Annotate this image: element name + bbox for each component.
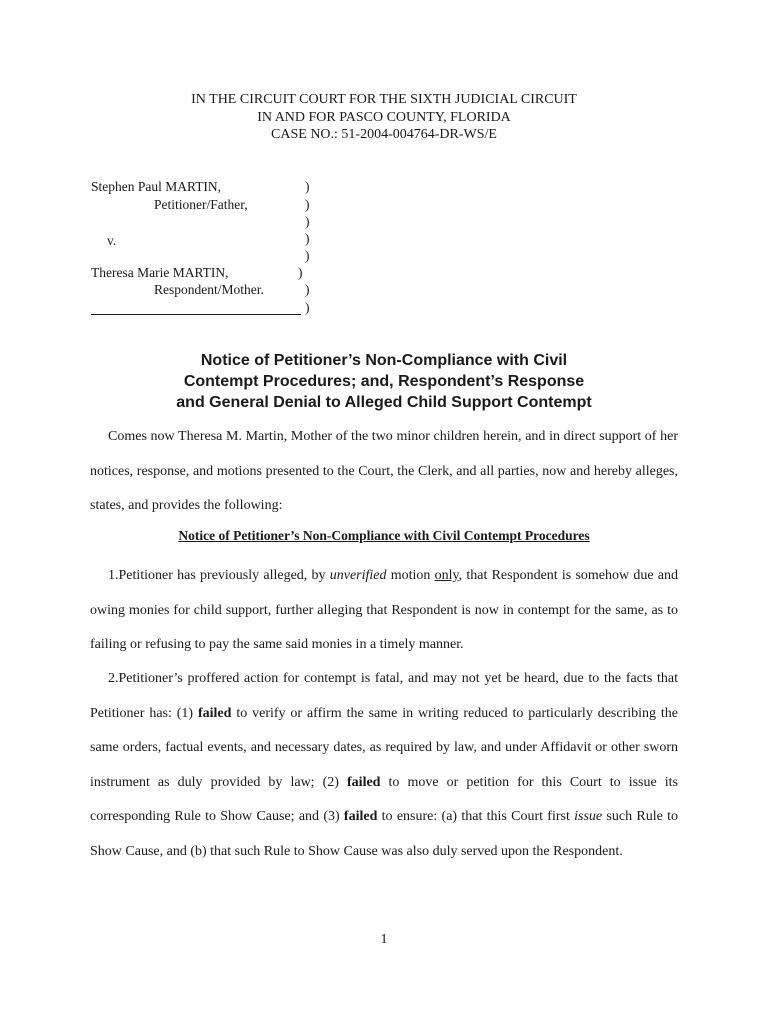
caption-paren: ) bbox=[305, 282, 310, 297]
emphasis-failed: failed bbox=[197, 705, 232, 721]
emphasis-only: only bbox=[434, 568, 459, 583]
court-header bbox=[0, 91, 768, 144]
caption-rule bbox=[91, 314, 301, 315]
petitioner-role: Petitioner/Father, bbox=[154, 197, 248, 212]
paragraph-2-text: to ensure: (a) that this Court first bbox=[377, 809, 575, 824]
versus: v. bbox=[107, 233, 117, 248]
title-line-2: Contempt Procedures; and, Respondent’s Response bbox=[183, 373, 585, 390]
caption-paren: ) bbox=[305, 179, 310, 194]
respondent-role: Respondent/Mother. bbox=[154, 282, 264, 297]
document-title bbox=[0, 350, 768, 413]
emphasis-failed: failed bbox=[347, 774, 381, 790]
section-heading: Notice of Petitioner’s Non-Compliance with Civil Contempt Procedures bbox=[178, 528, 590, 543]
court-line-2: IN AND FOR PASCO COUNTY, FLORIDA bbox=[257, 109, 511, 125]
paragraph-1-text: 1.Petitioner has previously alleged, by bbox=[108, 568, 330, 583]
emphasis-failed: failed bbox=[343, 809, 378, 824]
caption-paren: ) bbox=[298, 265, 303, 280]
case-number: CASE NO.: 51-2004-004764-DR-WS/E bbox=[271, 127, 497, 142]
page-number: 1 bbox=[380, 932, 388, 947]
paragraph-2-text: 2.Petitioner’s proffered action for contempt is fatal, and may not yet be heard, due to the facts that Petitioner has: (1) bbox=[90, 671, 678, 721]
paragraph-1-text: , that Respondent is somehow due and owing monies for child support, further alleging that Respondent is now in contempt for the same, as to failing or refusing to pay the same said monies in a timely manner. bbox=[90, 568, 678, 652]
paragraph-2 bbox=[90, 662, 678, 869]
respondent-name: Theresa Marie MARTIN, bbox=[91, 265, 229, 280]
caption-paren: ) bbox=[305, 300, 310, 315]
emphasis-issue: issue bbox=[574, 809, 603, 824]
caption-paren: ) bbox=[305, 214, 310, 229]
caption-paren: ) bbox=[305, 231, 310, 246]
title-line-1: Notice of Petitioner’s Non-Compliance with Civil bbox=[200, 352, 568, 369]
paragraph-2-text: to move or petition for this Court to issue its corresponding Rule to Show Cause; and (3) bbox=[90, 774, 678, 824]
paragraph-1-text: motion bbox=[386, 568, 435, 583]
court-line-1: IN THE CIRCUIT COURT FOR THE SIXTH JUDICIAL CIRCUIT bbox=[191, 92, 577, 107]
paragraph-2-text: such Rule to Show Cause, and (b) that such Rule to Show Cause was also duly served upon the Respondent. bbox=[90, 809, 678, 859]
caption-paren: ) bbox=[305, 248, 310, 263]
paragraph-1 bbox=[90, 559, 678, 663]
emphasis-unverified: unverified bbox=[329, 568, 387, 583]
caption-paren: ) bbox=[305, 197, 310, 212]
intro-paragraph: Comes now Theresa M. Martin, Mother of the two minor children herein, and in direct support of her notices, response, and motions presented to the Court, the Clerk, and all parties, now and hereby alleges, states, and provides the following: bbox=[90, 429, 678, 513]
title-line-3: and General Denial to Alleged Child Support Contempt bbox=[176, 394, 592, 411]
petitioner-name: Stephen Paul MARTIN, bbox=[91, 179, 222, 194]
paragraph-2-text: to verify or affirm the same in writing reduced to particularly describing the same orders, factual events, and necessary dates, as required by law, and under Affidavit or other sworn instrument as duly provided by law; (2) bbox=[90, 705, 679, 790]
